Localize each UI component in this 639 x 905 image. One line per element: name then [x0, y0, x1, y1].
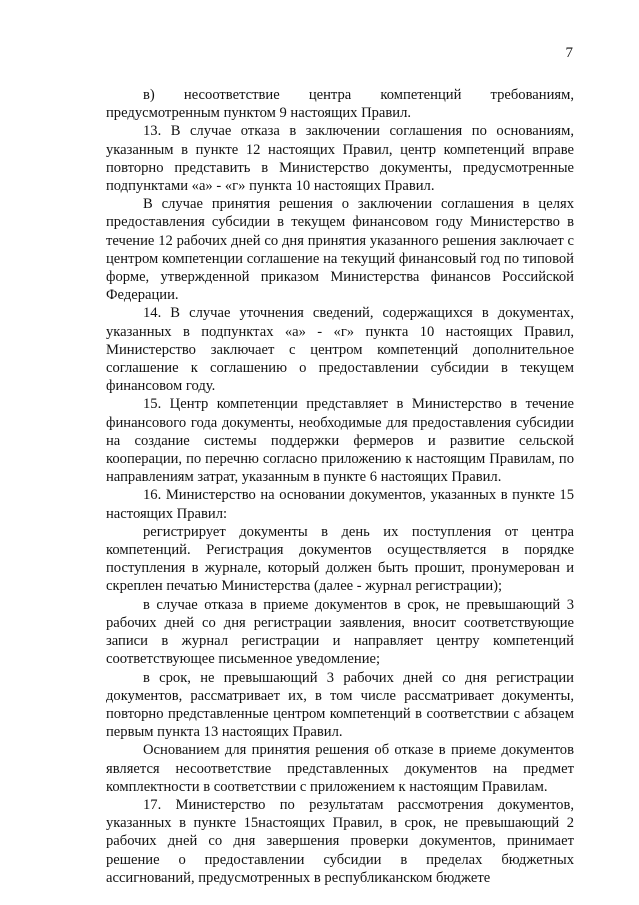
paragraph-13: 13. В случае отказа в заключении соглашения по основаниям, указанным в пункте 12 настоящих Правил, центр компетенций вправе повторно представить в Министерство документы, предусмотренные подпунктами «а» - «г» пункта 10 настоящих Правил. [106, 123, 574, 195]
paragraph-16-refusal: в случае отказа в приеме документов в срок, не превышающий 3 рабочих дней со дня регистрации заявления, вносит соответствующие записи в журнал регистрации и направляет центру компетенций соответствующее письменное уведомление; [106, 596, 574, 668]
paragraph-16-grounds: Основанием для принятия решения об отказе в приеме документов является несоответствие представленных документов на предмет комплектности в соответствии с приложением к настоящим Правилам. [106, 742, 574, 795]
paragraph-16: 16. Министерство на основании документов, указанных в пункте 15 настоящих Правил: [106, 487, 574, 522]
paragraph-16-registers: регистрирует документы в день их поступления от центра компетенций. Регистрация документов осуществляется в порядке поступления в журнале, который должен быть прошит, пронумерован и скреплен печатью Министерства (далее - журнал регистрации); [106, 523, 574, 595]
document-body [106, 86, 574, 887]
paragraph-15: 15. Центр компетенции представляет в Министерство в течение финансового года документы, необходимые для предоставления субсидии на создание системы поддержки фермеров и развитие сельской кооперации, по перечню согласно приложению к настоящим Правилам, по направлениям затрат, указанным в пункте 6 настоящих Правил. [106, 396, 574, 486]
paragraph-12v: в) несоответствие центра компетенций требованиям, предусмотренным пунктом 9 настоящих Правил. [106, 87, 574, 122]
paragraph-16-review: в срок, не превышающий 3 рабочих дней со дня регистрации документов, рассматривает их, в том числе рассматривает документы, повторно представленные центром компетенций в соответствии с абзацем первым пункта 13 настоящих Правил. [106, 669, 574, 741]
paragraph-13-agreement: В случае принятия решения о заключении соглашения в целях предоставления субсидии в текущем финансовом году Министерство в течение 12 рабочих дней со дня принятия указанного решения заключает с центром компетенции соглашение на текущий финансовый год по типовой форме, утвержденной приказом Министерства финансов Российской Федерации. [106, 196, 574, 304]
paragraph-14: 14. В случае уточнения сведений, содержащихся в документах, указанных в подпунктах «а» - «г» пункта 10 настоящих Правил, Министерство заключает с центром компетенций дополнительное соглашение к соглашению о предоставлении субсидии в текущем финансовом году. [106, 305, 574, 395]
paragraph-17: 17. Министерство по результатам рассмотрения документов, указанных в пункте 15настоящих Правил, в срок, не превышающий 2 рабочих дней со дня завершения проверки документов, принимает решение о предоставлении субсидии в пределах бюджетных ассигнований, предусмотренных в республиканском бюджете [106, 796, 574, 886]
page-number: 7 [565, 45, 573, 61]
